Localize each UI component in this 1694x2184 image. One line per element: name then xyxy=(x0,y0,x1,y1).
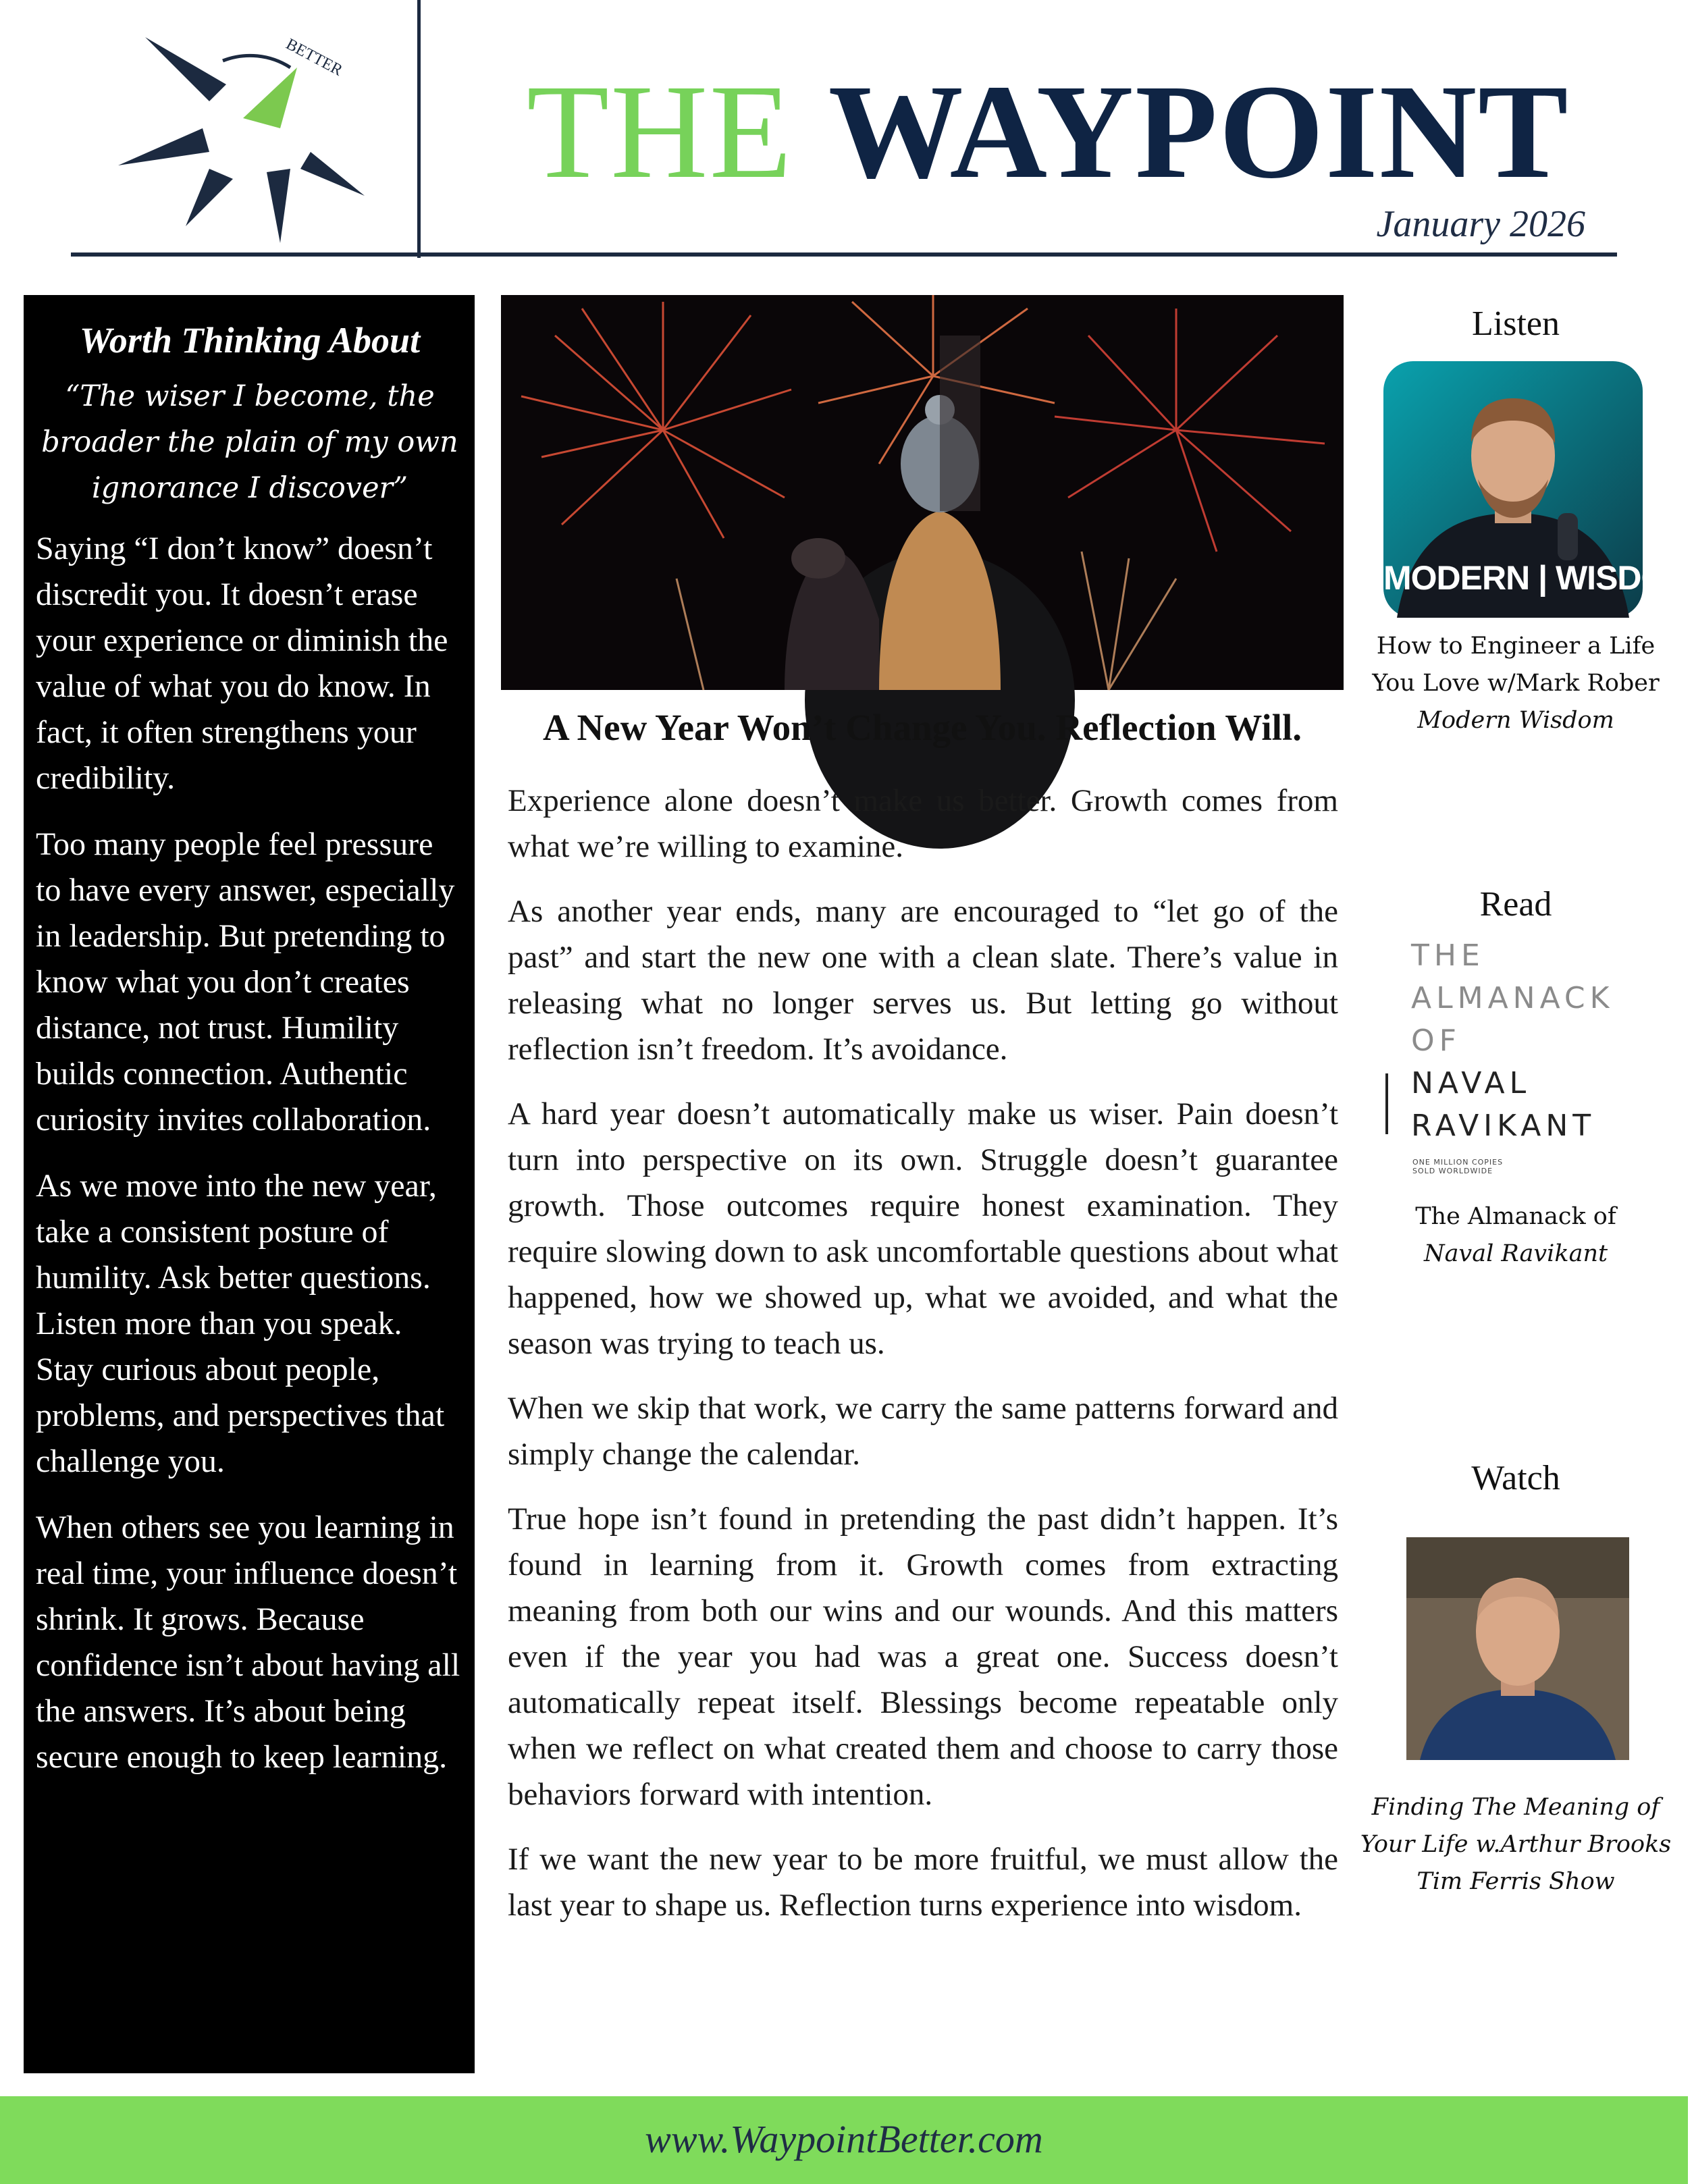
book-cover-line: OF xyxy=(1411,1023,1461,1058)
article-body xyxy=(508,778,1338,1947)
issue-date: January 2026 xyxy=(1376,203,1585,245)
sidebar-quote: “The wiser I become, the broader the plain of my own ignorance I discover” xyxy=(41,379,458,505)
listen-caption xyxy=(1357,628,1674,739)
book-cover-line: NAVAL xyxy=(1411,1066,1531,1100)
worth-thinking-about-sidebar xyxy=(24,295,475,2073)
fireworks-image-icon xyxy=(501,295,1344,690)
title-waypoint: WAYPOINT xyxy=(828,57,1570,207)
footer-bar xyxy=(0,2096,1688,2184)
sidebar-paragraph: When others see you learning in real time, your influence doesn’t shrink. It grows. Because confidence isn’t about having all the answers. It’s about being secure enough to keep learning. xyxy=(36,1510,460,1775)
book-cover-line: ALMANACK xyxy=(1411,981,1614,1015)
sidebar-paragraph: Too many people feel pressure to have every answer, especially in leadership. But pretending to know what you don’t creates distance, not trust. Humility builds connection. Authentic curiosity invites collaboration. xyxy=(36,826,455,1138)
watch-heading: Watch xyxy=(1471,1459,1560,1497)
article-paragraph: A hard year doesn’t automatically make us wiser. Pain doesn’t turn into perspective on its own. Struggle doesn’t guarantee growth. Those outcomes require honest examination. They require slowing down to ask uncomfortable questions about what happened, how we showed up, what we avoided, and what the season was trying to teach us. xyxy=(508,1096,1338,1361)
listen-heading: Listen xyxy=(1472,304,1560,343)
read-author: Naval Ravikant xyxy=(1423,1240,1608,1267)
watch-guest-photo[interactable] xyxy=(1406,1537,1629,1760)
book-cover-rule xyxy=(1385,1073,1388,1134)
book-cover-line: RAVIKANT xyxy=(1411,1109,1596,1143)
newsletter-title xyxy=(527,57,1570,207)
logo-text: BETTER xyxy=(283,35,346,80)
listen-show: Modern Wisdom xyxy=(1417,707,1614,734)
guest-portrait-icon xyxy=(1406,1537,1629,1760)
article-paragraph: Experience alone doesn’t make us better. Growth comes from what we’re willing to examine. xyxy=(508,783,1338,864)
podcast-cover[interactable] xyxy=(1383,361,1694,618)
waypoint-logo xyxy=(108,27,378,257)
watch-caption xyxy=(1357,1789,1674,1900)
article-paragraph: If we want the new year to be more fruitful, we must allow the last year to shape us. Reflection turns experience into wisdom. xyxy=(508,1842,1338,1923)
article-paragraph: When we skip that work, we carry the same patterns forward and simply change the calendar. xyxy=(508,1391,1338,1472)
sidebar-heading: Worth Thinking About xyxy=(79,320,421,361)
article-paragraph: True hope isn’t found in pretending the past didn’t happen. It’s found in learning from it. Growth comes from extracting meaning from both our wins and our wounds. And this matters even if the year you had was a great one. Success doesn’t automatically repeat itself. Blessings become repeatable only when we reflect on what created them and choose to carry those behaviors forward with intention. xyxy=(508,1501,1338,1812)
fireworks-photo xyxy=(501,295,1344,690)
book-cover-tagline-line: SOLD WORLDWIDE xyxy=(1412,1167,1493,1175)
compass-logo-icon xyxy=(108,27,378,257)
sidebar-paragraph: Saying “I don’t know” doesn’t discredit you. It doesn’t erase your experience or diminish the value of what you do know. In fact, it often strengthens your credibility. xyxy=(36,531,448,796)
read-caption xyxy=(1357,1198,1674,1273)
book-cover-line: THE xyxy=(1411,938,1485,973)
podcast-brand-text: MODERN | WISDOM xyxy=(1383,559,1694,597)
footer-website-link[interactable]: www.WaypointBetter.com xyxy=(645,2117,1043,2161)
header-divider-vertical xyxy=(417,0,421,258)
book-cover-tagline-line: ONE MILLION COPIES xyxy=(1412,1158,1504,1167)
title-the: THE xyxy=(527,57,793,207)
read-title: The Almanack of xyxy=(1415,1203,1616,1230)
article-paragraph: As another year ends, many are encouraged to “let go of the past” and start the new one with a clean slate. There’s value in releasing what no longer serves us. But letting go without reflection isn’t freedom. It’s avoidance. xyxy=(508,894,1338,1067)
watch-episode: Finding The Meaning of Your Life w.Arthur Brooks xyxy=(1360,1794,1672,1858)
article-headline: A New Year Won’t Change You. Reflection Will. xyxy=(543,707,1302,748)
header-divider-horizontal xyxy=(71,252,1617,257)
listen-episode: How to Engineer a Life You Love w/Mark Rober xyxy=(1372,633,1660,697)
read-heading: Read xyxy=(1479,885,1552,924)
book-cover-tagline xyxy=(1412,1158,1503,1175)
watch-show: Tim Ferris Show xyxy=(1417,1868,1615,1895)
book-cover[interactable] xyxy=(1377,938,1647,1195)
sidebar-paragraph: As we move into the new year, take a consistent posture of humility. Ask better questions. Listen more than you speak. Stay curious about people, problems, and perspectives that challenge you. xyxy=(36,1168,445,1479)
